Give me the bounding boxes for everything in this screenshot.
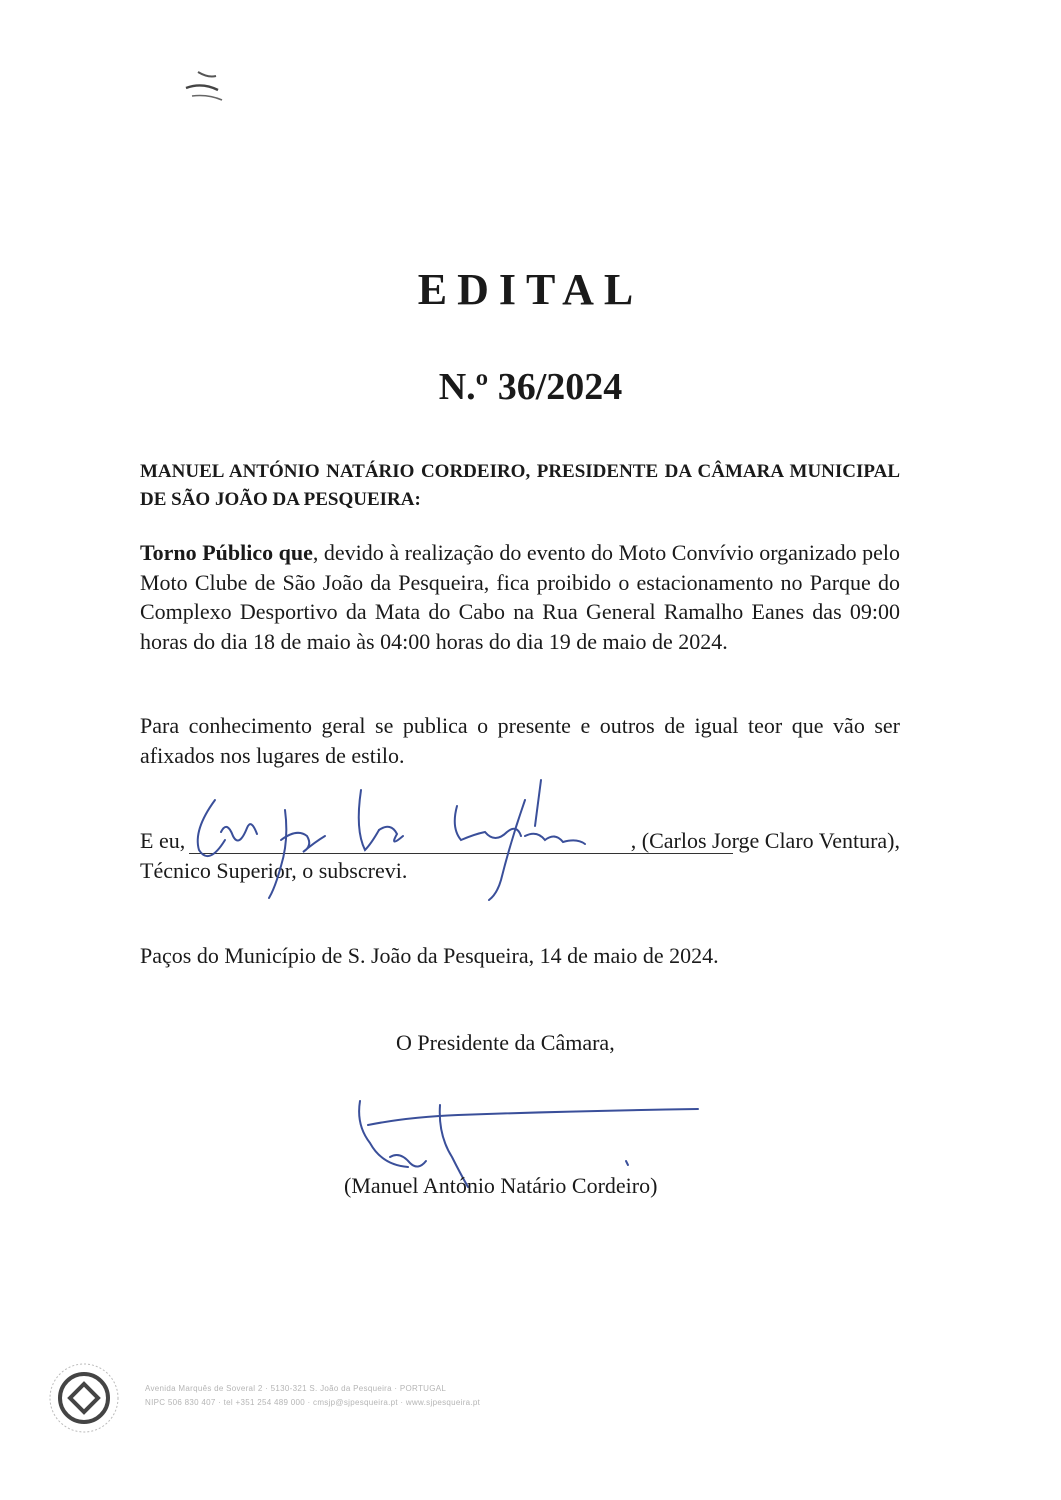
- document-title: EDITAL: [417, 265, 644, 314]
- publication-paragraph: Para conhecimento geral se publica o presente e outros de igual teor que vão ser afixados nos lugares de estilo.: [140, 713, 900, 768]
- subscriber-prefix: E eu,: [140, 828, 186, 853]
- footer-contacts: [145, 1382, 665, 1410]
- subscriber-role: Técnico Superior, o subscrevi.: [140, 858, 408, 883]
- subscriber-name: , (Carlos Jorge Claro Ventura),: [630, 828, 900, 853]
- place-date: Paços do Município de S. João da Pesqueira, 14 de maio de 2024.: [140, 943, 719, 968]
- world-heritage-emblem-icon: [46, 1360, 122, 1436]
- scribble-mark-icon: [178, 68, 228, 104]
- announcement-body: , devido à realização do evento do Moto Convívio organizado pelo Moto Clube de São João da Pesqueira, fica proibido o estacionamento no Parque do Complexo Desportivo da Mata do Cabo na Rua General Ramalho Eanes das 09:00 horas do dia 18 de maio às 04:00 horas do dia 19 de maio de 2024.: [140, 540, 900, 654]
- president-name: (Manuel António Natário Cordeiro): [344, 1173, 658, 1198]
- announcement-paragraph: [140, 538, 900, 656]
- document-number: N.º 36/2024: [438, 366, 623, 408]
- president-title: O Presidente da Câmara,: [396, 1030, 615, 1055]
- footer-contact: NIPC 506 830 407 · tel +351 254 489 000 · cmsjp@sjpesqueira.pt · www.sjpesqueira.pt: [145, 1398, 481, 1407]
- footer-address: Avenida Marquês de Soveral 2 · 5130-321 S. João da Pesqueira · PORTUGAL: [145, 1384, 447, 1393]
- announcement-lead: Torno Público que: [140, 540, 313, 565]
- subscriber-signature: [185, 770, 605, 910]
- addressee-heading: MANUEL ANTÓNIO NATÁRIO CORDEIRO, PRESIDENTE DA CÂMARA MUNICIPAL DE SÃO JOÃO DA PESQUEIRA:: [140, 461, 900, 510]
